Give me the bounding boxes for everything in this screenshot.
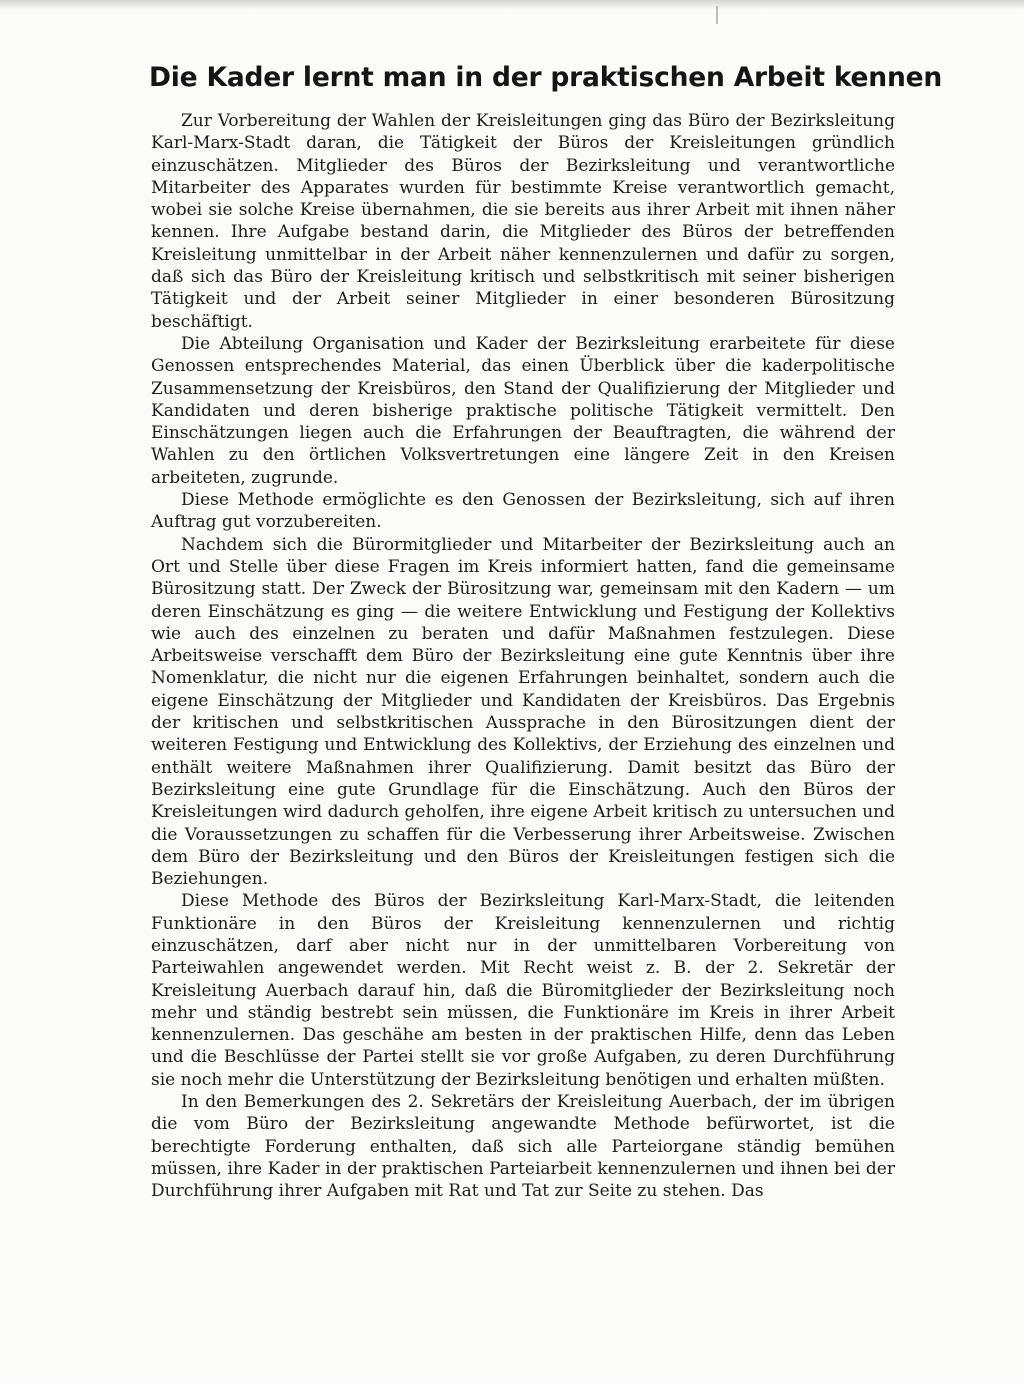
paragraph-6: In den Bemerkungen des 2. Sekretärs der Kreisleitung Auerbach, der im übrigen die vom Büro der Bezirksleitung angewandte Methode befürwortet, ist die berechtigte Forderung enthalten, daß sich alle Parteiorgane ständig bemühen müssen, ihre Kader in der praktischen Parteiarbeit kennenzulernen und ihnen bei der Durchführung ihrer Aufgaben mit Rat und Tat zur Seite zu stehen. Das: [151, 1092, 895, 1202]
paragraph-4: Nachdem sich die Bürormitglieder und Mitarbeiter der Bezirksleitung auch an Ort und Stelle über diese Fragen im Kreis informiert hatten, fand die gemeinsame Bürositzung statt. Der Zweck der Bürositzung war, gemeinsam mit den Kadern — um deren Einschätzung es ging — die weitere Entwicklung und Festigung der Kollektivs wie auch des einzelnen zu beraten und dafür Maßnahmen festzulegen. Diese Arbeitsweise verschafft dem Büro der Bezirksleitung eine gute Kenntnis über ihre Nomenklatur, die nicht nur die eigenen Erfahrungen beinhaltet, sondern auch die eigene Einschätzung der Mitglieder und Kandidaten der Kreisbüros. Das Ergebnis der kritischen und selbstkritischen Aussprache in den Bürositzungen dient der weiteren Festigung und Entwicklung des Kollektivs, der Erziehung des einzelnen und enthält weitere Maßnahmen ihrer Qualifizierung. Damit besitzt das Büro der Bezirksleitung eine gute Grundlage für die Einschätzung. Auch den Büros der Kreisleitungen wird dadurch geholfen, ihre eigene Arbeit kritisch zu untersuchen und die Voraussetzungen zu schaffen für die Verbesserung ihrer Arbeitsweise. Zwischen dem Büro der Bezirksleitung und den Büros der Kreisleitungen festigen sich die Beziehungen.: [151, 534, 895, 890]
article-body: [151, 110, 895, 1203]
paper-fold-mark: [716, 6, 718, 24]
paragraph-2: Die Abteilung Organisation und Kader der Bezirksleitung erarbeitete für diese Genossen entsprechendes Material, das einen Überblick über die kaderpolitische Zusammensetzung der Kreisbüros, den Stand der Qualifizierung der Mitglieder und Kandidaten und deren bisherige praktische politische Tätigkeit vermittelt. Den Einschätzungen liegen auch die Erfahrungen der Beauftragten, die während der Wahlen zu den örtlichen Volksvertretungen eine längere Zeit in den Kreisen arbeiteten, zugrunde.: [151, 333, 895, 488]
paragraph-5: Diese Methode des Büros der Bezirksleitung Karl-Marx-Stadt, die leitenden Funktionäre in den Büros der Kreisleitung kennenzulernen und richtig einzuschätzen, darf aber nicht nur in der unmittelbaren Vorbereitung von Parteiwahlen angewendet werden. Mit Recht weist z. B. der 2. Sekretär der Kreisleitung Auerbach darauf hin, daß die Büromitglieder der Bezirksleitung noch mehr und ständig bestrebt sein müssen, die Funktionäre im Kreis in ihrer Arbeit kennenzulernen. Das geschähe am besten in der praktischen Hilfe, denn das Leben und die Beschlüsse der Partei stellt sie vor große Aufgaben, zu deren Durchführung sie noch mehr die Unterstützung der Bezirksleitung benötigen und erhalten müßten.: [151, 891, 895, 1090]
paragraph-3: Diese Methode ermöglichte es den Genossen der Bezirksleitung, sich auf ihren Auftrag gut vorzubereiten.: [151, 490, 895, 533]
article-title: Die Kader lernt man in der praktischen Arbeit kennen: [149, 62, 943, 93]
page-top-edge: [0, 0, 1024, 10]
paragraph-1: Zur Vorbereitung der Wahlen der Kreisleitungen ging das Büro der Bezirksleitung Karl-Marx-Stadt daran, die Tätigkeit der Büros der Kreisleitungen gründlich einzuschätzen. Mitglieder des Büros der Bezirksleitung und verantwortliche Mitarbeiter des Apparates wurden für bestimmte Kreise verantwortlich gemacht, wobei sie solche Kreise übernahmen, die sie bereits aus ihrer Arbeit mit ihnen näher kennen. Ihre Aufgabe bestand darin, die Mitglieder des Büros der betreffenden Kreisleitung unmittelbar in der Arbeit näher kennenzulernen und dafür zu sorgen, daß sich das Büro der Kreisleitung kritisch und selbstkritisch mit seiner bisherigen Tätigkeit und der Arbeit seiner Mitglieder in einer besonderen Bürositzung beschäftigt.: [151, 111, 895, 332]
